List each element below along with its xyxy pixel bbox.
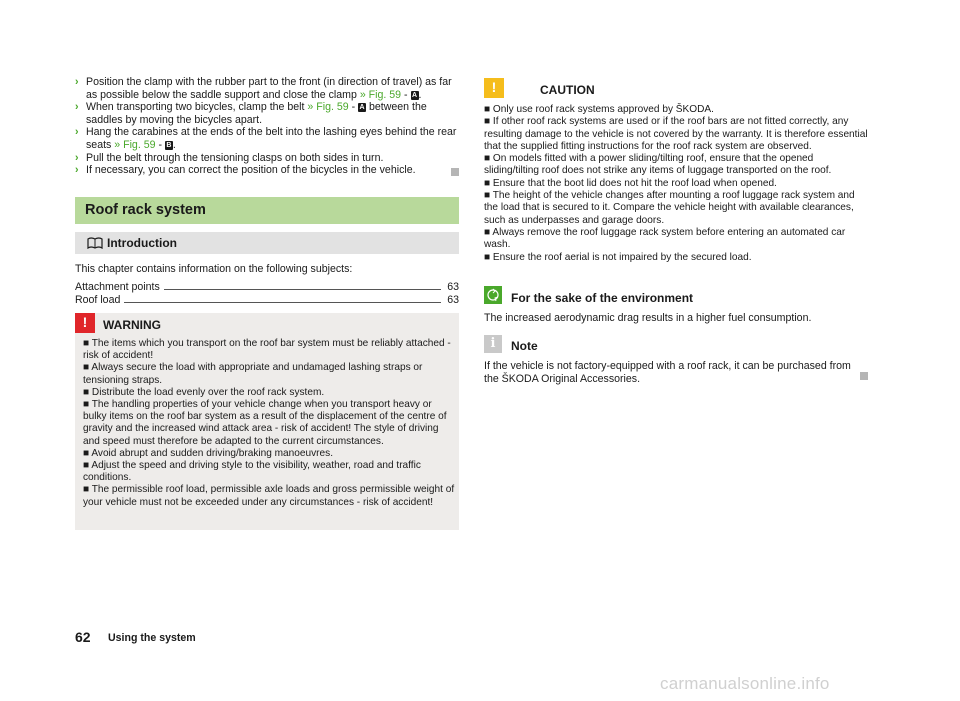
- step-text: Position the clamp with the rubber part to the front (in direction of travel) as far as possible below the saddle support and close the clamp: [86, 76, 452, 101]
- chevron-right-icon: ›: [75, 101, 79, 114]
- step-text: When transporting two bicycles, clamp the belt: [86, 101, 308, 114]
- warning-icon: [75, 313, 95, 333]
- toc-leader: [75, 302, 441, 303]
- step-text: If necessary, you can correct the position of the bicycles in the vehicle.: [86, 164, 416, 177]
- toc-page[interactable]: 63: [447, 281, 459, 293]
- figure-link[interactable]: » Fig. 59: [114, 138, 156, 151]
- chevron-right-icon: ›: [75, 164, 79, 177]
- toc-page[interactable]: 63: [447, 294, 459, 306]
- environment-title: For the sake of the environment: [511, 291, 694, 305]
- caution-item: ■ Ensure the roof aerial is not impaired by the secured load.: [484, 251, 752, 263]
- section-end-marker: [860, 372, 868, 380]
- caution-item: ■ If other roof rack systems are used or if the roof bars are not fitted correctly, any resulting damage to the vehicle is not covered by the warranty. It is therefore essential that the supplied fitting instructions for the roof rack system are observed.: [484, 116, 868, 152]
- figure-link[interactable]: » Fig. 59: [307, 101, 349, 114]
- warning-item: ■ The handling properties of your vehicle change when you transport heavy or bulky items on the roof bar system as a result of the displacement of the centre of gravity and the increased wind attack area - risk of accident! The style of driving and speed must therefore be adapted to the current circumstances.: [83, 399, 447, 447]
- warning-item: ■ Adjust the speed and driving style to the visibility, weather, road and traffic conditions.: [83, 460, 421, 484]
- warning-list: [83, 338, 455, 509]
- caution-title: CAUTION: [540, 83, 595, 97]
- figure-label-a: A: [411, 91, 418, 99]
- figure-label-a: A: [359, 104, 365, 112]
- figure-label-b: B: [166, 141, 172, 149]
- step-text: Pull the belt through the tensioning clasps on both sides in turn.: [86, 151, 384, 164]
- chevron-right-icon: ›: [75, 126, 79, 139]
- environment-text: The increased aerodynamic drag results in a higher fuel consumption.: [484, 312, 812, 324]
- caution-item: ■ Ensure that the boot lid does not hit the roof load when opened.: [484, 177, 777, 189]
- watermark: carmanualsonline.info: [660, 674, 830, 693]
- warning-item: ■ The items which you transport on the roof bar system must be reliably attached - risk of accident!: [83, 338, 451, 362]
- section-end-marker: [451, 168, 459, 176]
- warning-title: WARNING: [103, 318, 161, 332]
- warning-item: ■ Distribute the load evenly over the roof rack system.: [83, 386, 325, 398]
- footer-section-title: Using the system: [108, 632, 196, 644]
- toc-entry[interactable]: [75, 294, 459, 307]
- chevron-right-icon: ›: [75, 76, 79, 88]
- page-number: 62: [75, 629, 91, 645]
- note-text: If the vehicle is not factory-equipped with a roof rack, it can be purchased from the ŠKODA Original Accessories.: [484, 360, 851, 385]
- caution-item: ■ Always remove the roof luggage rack system before entering an automated car wash.: [484, 226, 846, 251]
- caution-icon: [484, 78, 504, 98]
- step-item: › Hang the carabines at the ends of the belt into the lashing eyes behind the rear seats » Fig. 59 - B.: [75, 126, 457, 151]
- section-heading: [75, 197, 459, 224]
- step-item: [75, 152, 459, 165]
- intro-text: This chapter contains information on the following subjects:: [75, 263, 353, 275]
- introduction-title: Introduction: [107, 236, 177, 250]
- warning-item: ■ Avoid abrupt and sudden driving/braking manoeuvres.: [83, 447, 334, 459]
- caution-item: ■ On models fitted with a power sliding/tilting roof, ensure that the opened sliding/tilting roof does not strike any items of luggage transported on the roof.: [484, 153, 832, 177]
- warning-box: [75, 313, 459, 530]
- recycle-icon: [484, 286, 502, 304]
- step-item: › When transporting two bicycles, clamp the belt » Fig. 59 - A between the saddles by moving the bicycles apart.: [75, 101, 427, 126]
- toc-label[interactable]: Attachment points: [75, 281, 164, 293]
- caution-list: [484, 104, 868, 264]
- steps-list: [75, 76, 459, 177]
- step-text: Hang the carabines at the ends of the belt into the lashing eyes behind the rear seats: [86, 126, 457, 151]
- warning-item: ■ Always secure the load with appropriate and undamaged lashing straps or tensioning straps.: [83, 362, 423, 386]
- toc-entry[interactable]: [75, 281, 459, 294]
- chevron-right-icon: ›: [75, 151, 79, 164]
- section-title: Roof rack system: [85, 202, 206, 218]
- warning-item: ■ The permissible roof load, permissible axle loads and gross permissible weight of your vehicle must not be exceeded under any circumstances - risk of accident!: [83, 484, 455, 508]
- step-item: [75, 164, 459, 177]
- book-icon: [87, 237, 103, 249]
- caution-item: ■ The height of the vehicle changes after mounting a roof luggage rack system and the load that is secured to it. Compare the vehicle height with available clearances, such as underpasses and garage doors.: [484, 190, 855, 226]
- toc-label[interactable]: Roof load: [75, 294, 124, 306]
- figure-link[interactable]: » Fig. 59: [359, 88, 402, 101]
- step-item: › Position the clamp with the rubber part to the front (in direction of travel) as far as possible below the saddle support and close the clamp » Fig. 59 - A.: [75, 76, 452, 101]
- info-icon: [484, 335, 502, 353]
- note-title: Note: [511, 339, 538, 353]
- caution-item: ■ Only use roof rack systems approved by ŠKODA.: [484, 104, 714, 115]
- introduction-heading: [75, 232, 459, 254]
